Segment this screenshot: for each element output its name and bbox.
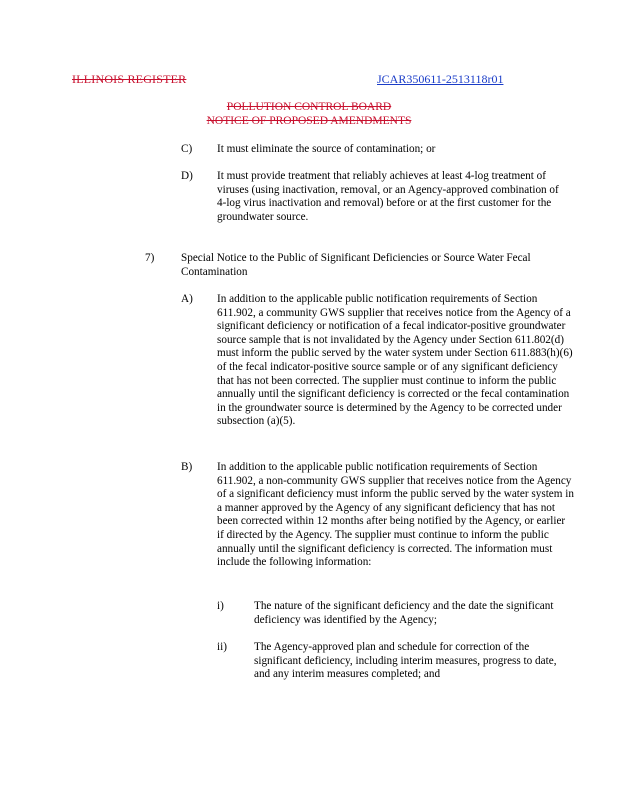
item-text-b: In addition to the applicable public notification requirements of Section 611.902, a non-community GWS supplier that receives notice from the Agency of a significant deficiency must inform the public served by the water system in a manner approved by the Agency of any significant deficiency that has not been corrected within 12 months after being notified by the Agency, or earlier if directed by the Agency. The supplier must continue to inform the public annually until the significant deficiency is corrected. The information must include the following information: (217, 461, 574, 569)
item-text-ii: The Agency-approved plan and schedule for correction of the significant deficiency, including interim measures, progress to date, and any interim measures completed; and (254, 641, 557, 681)
item-text-c: It must eliminate the source of contamination; or (217, 143, 436, 155)
item-label-7: 7) (145, 252, 155, 264)
item-label-c: C) (181, 143, 193, 155)
item-label-d: D) (181, 170, 193, 182)
board-heading: POLLUTION CONTROL BOARD (226, 101, 392, 113)
item-label-ii: ii) (217, 641, 227, 653)
item-label-i: i) (217, 600, 224, 612)
item-label-b: B) (181, 461, 193, 473)
document-id: JCAR350611-2513118r01 (377, 72, 504, 86)
item-text-7: Special Notice to the Public of Significant Deficiencies or Source Water Fecal Contamination (181, 252, 531, 278)
item-text-d: It must provide treatment that reliably achieves at least 4-log treatment of viruses (using inactivation, removal, or an Agency-approved combination of 4-log virus inactivation and removal) before or at the first customer for the groundwater source. (217, 170, 559, 223)
item-label-a: A) (181, 293, 193, 305)
item-text-a: In addition to the applicable public notification requirements of Section 611.902, a community GWS supplier that receives notice from the Agency of a significant deficiency or notification of a fecal indicator-positive groundwater source sample that is not invalidated by the Agency under Section 611.802(d) must inform the public served by the water system under Section 611.883(h)(6) of the fecal indicator-positive source sample or of any significant deficiency that has not been corrected. The supplier must continue to inform the public annually until the significant deficiency is corrected or the fecal contamination in the groundwater source is determined by the Agency to be corrected under subsection (a)(5). (217, 293, 573, 428)
register-title: ILLINOIS REGISTER (72, 72, 187, 86)
item-text-i: The nature of the significant deficiency and the date the significant deficiency was identified by the Agency; (254, 600, 554, 626)
notice-heading: NOTICE OF PROPOSED AMENDMENTS (206, 115, 412, 127)
